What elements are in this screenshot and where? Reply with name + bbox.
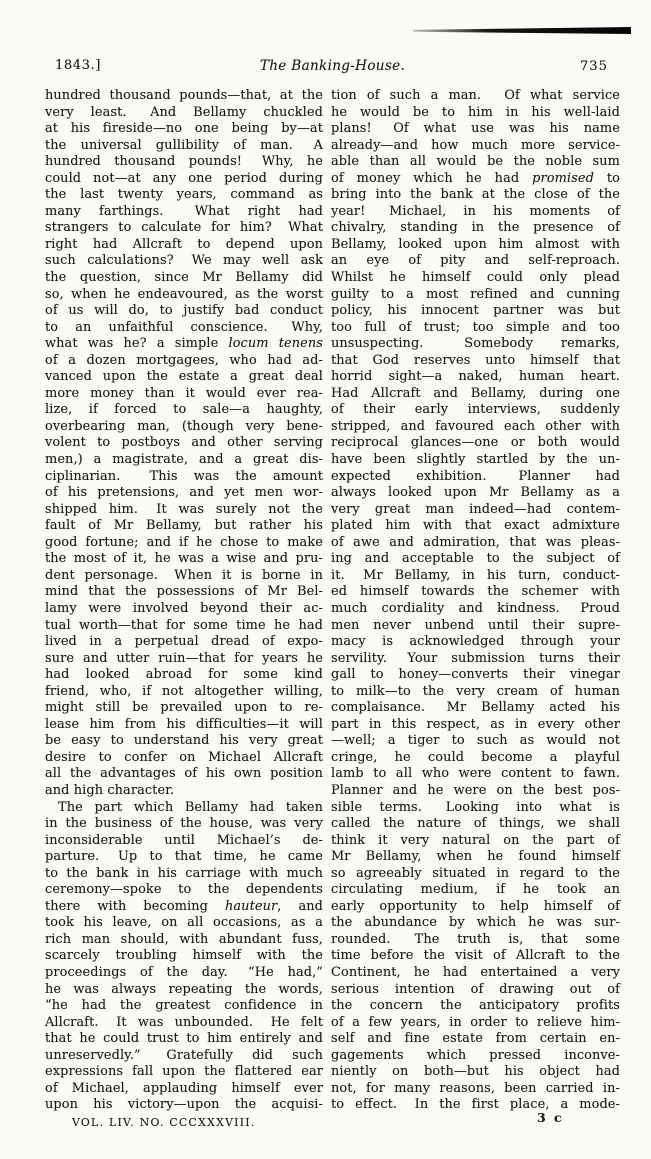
text-line: servility. Your submission turns their xyxy=(331,650,620,666)
text-line: had looked abroad for some kind xyxy=(45,667,323,683)
text-line: might still be prevailed upon to re- xyxy=(45,700,323,716)
text-line: to the bank in his carriage with much xyxy=(45,865,323,881)
column-left xyxy=(45,88,323,1114)
text-line: what was he? a simple locum tenens xyxy=(45,336,323,352)
text-line: year! Michael, in his moments of xyxy=(331,203,620,219)
text-line: of a dozen mortgagees, who had ad- xyxy=(45,352,323,368)
text-line: too full of trust; too simple and too xyxy=(331,319,620,335)
text-line: much cordiality and kindness. Proud xyxy=(331,600,620,616)
text-line: Whilst he himself could only plead xyxy=(331,270,620,286)
text-line: lamb to all who were content to fawn. xyxy=(331,766,620,782)
text-line: always looked upon Mr Bellamy as a xyxy=(331,485,620,501)
text-line: good fortune; and if he chose to make xyxy=(45,534,323,550)
text-line: Bellamy, looked upon him almost with xyxy=(331,236,620,252)
text-line: able than all would be the noble sum xyxy=(331,154,620,170)
text-line: of a few years, in order to relieve him- xyxy=(331,1014,620,1030)
text-line: very least. And Bellamy chuckled xyxy=(45,104,323,120)
text-line: strangers to calculate for him? What xyxy=(45,220,323,236)
text-line: sure and utter ruin—that for years he xyxy=(45,650,323,666)
text-line: it. Mr Bellamy, in his turn, conduct- xyxy=(331,567,620,583)
text-line: the universal gullibility of man. A xyxy=(45,137,323,153)
text-line: desire to confer on Michael Allcraft xyxy=(45,749,323,765)
text-line: serious intention of drawing out of xyxy=(331,981,620,997)
text-line: lived in a perpetual dread of expo- xyxy=(45,634,323,650)
text-line: more money than it would ever rea- xyxy=(45,385,323,401)
text-line: be easy to understand his very great xyxy=(45,733,323,749)
text-line: plated him with that exact admixture xyxy=(331,518,620,534)
text-line: Planner and he were on the best pos- xyxy=(331,782,620,798)
text-line: time before the visit of Allcraft to the xyxy=(331,948,620,964)
text-line: to effect. In the first place, a mode- xyxy=(331,1097,620,1113)
text-line: expected exhibition. Planner had xyxy=(331,468,620,484)
text-line: scarcely troubling himself with the xyxy=(45,948,323,964)
text-line: there with becoming hauteur, and xyxy=(45,898,323,914)
text-line: Mr Bellamy, when he found himself xyxy=(331,849,620,865)
column-right xyxy=(331,88,620,1114)
text-line: to an unfaithful conscience. Why, xyxy=(45,319,323,335)
text-line: of their early interviews, suddenly xyxy=(331,402,620,418)
text-line: early opportunity to help himself of xyxy=(331,898,620,914)
text-line: ciplinarian. This was the amount xyxy=(45,468,323,484)
text-line: and high character. xyxy=(45,782,175,798)
text-line: niently on both—but his object had xyxy=(331,1064,620,1080)
text-line: fault of Mr Bellamy, but rather his xyxy=(45,518,323,534)
text-line: ing and acceptable to the subject of xyxy=(331,551,620,567)
text-line: proceedings of the day. “He had,” xyxy=(45,964,323,980)
text-line: all the advantages of his own position xyxy=(45,766,323,782)
text-line: right had Allcraft to depend upon xyxy=(45,236,323,252)
text-line: upon his victory—upon the acquisi- xyxy=(45,1097,323,1113)
signature-mark: 3 c xyxy=(537,1110,564,1125)
text-line: Continent, he had entertained a very xyxy=(331,964,620,980)
text-line: the last twenty years, command as xyxy=(45,187,323,203)
text-line: circulating medium, if he took an xyxy=(331,882,620,898)
text-line: the concern the anticipatory profits xyxy=(331,998,620,1014)
text-line: dent personage. When it is borne in xyxy=(45,567,323,583)
text-line: not, for many reasons, been carried in- xyxy=(331,1080,620,1096)
text-line: could not—at any one period during xyxy=(45,170,323,186)
text-line: chivalry, standing in the presence of xyxy=(331,220,620,236)
text-line: of money which he had promised to xyxy=(331,170,620,186)
text-line: volent to postboys and other serving xyxy=(45,435,323,451)
text-line: men never unbend until their supre- xyxy=(331,617,620,633)
text-line: Allcraft. It was unbounded. He felt xyxy=(45,1014,323,1030)
text-line: men,) a magistrate, and a great dis- xyxy=(45,452,323,468)
text-line: ceremony—spoke to the dependents xyxy=(45,882,323,898)
text-line: that he could trust to him entirely and xyxy=(45,1031,323,1047)
text-line: friend, who, if not altogether willing, xyxy=(45,683,323,699)
text-line: horrid sight—a naked, human heart. xyxy=(331,369,620,385)
text-line: called the nature of things, we shall xyxy=(331,816,620,832)
text-line: guilty to a most refined and cunning xyxy=(331,286,620,302)
text-line: sible terms. Looking into what is xyxy=(331,799,620,815)
text-line: cringe, he could become a playful xyxy=(331,749,620,765)
text-line: he was always repeating the words, xyxy=(45,981,323,997)
text-line: the most of it, he was a wise and pru- xyxy=(45,551,323,567)
text-line: vanced upon the estate a great deal xyxy=(45,369,323,385)
text-line: to milk—to the very cream of human xyxy=(331,683,620,699)
text-line: of Michael, applauding himself ever xyxy=(45,1080,323,1096)
text-line: shipped him. It was surely not the xyxy=(45,501,323,517)
scan-artifact-line xyxy=(413,27,631,34)
text-line: overbearing man, (though very bene- xyxy=(45,418,323,434)
text-line: lize, if forced to sale—a haughty, xyxy=(45,402,323,418)
text-line: gall to honey—converts their vinegar xyxy=(331,667,620,683)
text-line: mind that the possessions of Mr Bel- xyxy=(45,584,323,600)
text-line: tion of such a man. Of what service xyxy=(331,88,620,103)
text-line: complaisance. Mr Bellamy acted his xyxy=(331,700,620,716)
text-line: lease him from his difficulties—it will xyxy=(45,716,323,732)
text-line: took his leave, on all occasions, as a xyxy=(45,915,323,931)
text-line: such calculations? We may well ask xyxy=(45,253,323,269)
text-line: reciprocal glances—one or both would xyxy=(331,435,620,451)
text-line: of his pretensions, and yet men wor- xyxy=(45,485,323,501)
text-line: many farthings. What right had xyxy=(45,203,323,219)
text-line: stripped, and favoured each other with xyxy=(331,418,620,434)
text-line: tual worth—that for some time he had xyxy=(45,617,323,633)
text-line: of awe and admiration, that was pleas- xyxy=(331,534,620,550)
text-line: policy, his innocent partner was but xyxy=(331,303,620,319)
text-line: so agreeably situated in regard to the xyxy=(331,865,620,881)
text-line: think it very natural on the part of xyxy=(331,832,620,848)
text-line: so, when he endeavoured, as the worst xyxy=(45,286,323,302)
text-line: macy is acknowledged through your xyxy=(331,634,620,650)
text-line: part in this respect, as in every other xyxy=(331,716,620,732)
text-line: that God reserves unto himself that xyxy=(331,352,620,368)
text-line: bring into the bank at the close of the xyxy=(331,187,620,203)
text-line: at his fireside—no one being by—at xyxy=(45,121,323,137)
page-header xyxy=(45,58,620,78)
volume-line: VOL. LIV. NO. CCCXXXVIII. xyxy=(72,1116,256,1129)
text-line: of us will do, to justify bad conduct xyxy=(45,303,323,319)
text-line: the question, since Mr Bellamy did xyxy=(45,270,323,286)
text-line: he would be to him in his well-laid xyxy=(331,104,620,120)
text-line: self and fine estate from certain en- xyxy=(331,1031,620,1047)
header-year: 1843.] xyxy=(55,58,101,73)
text-line: have been slightly startled by the un- xyxy=(331,452,620,468)
text-line: gagements which pressed inconve- xyxy=(331,1047,620,1063)
text-line: Had Allcraft and Bellamy, during one xyxy=(331,385,620,401)
text-line: hundred thousand pounds—that, at the xyxy=(45,88,323,103)
text-line: inconsiderable until Michael’s de- xyxy=(45,832,323,848)
text-line: unreservedly.” Gratefully did such xyxy=(45,1047,323,1063)
text-line: ed himself towards the schemer with xyxy=(331,584,620,600)
text-line: rounded. The truth is, that some xyxy=(331,931,620,947)
text-line: plans! Of what use was his name xyxy=(331,121,620,137)
header-page-number: 735 xyxy=(579,59,608,74)
text-line: hundred thousand pounds! Why, he xyxy=(45,154,323,170)
text-line: an eye of pity and self-reproach. xyxy=(331,253,620,269)
text-line: The part which Bellamy had taken xyxy=(58,799,323,815)
text-line: already—and how much more service- xyxy=(331,137,620,153)
text-line: in the business of the house, was very xyxy=(45,816,323,832)
text-line: expressions fall upon the flattered ear xyxy=(45,1064,323,1080)
text-line: parture. Up to that time, he came xyxy=(45,849,323,865)
text-line: —well; a tiger to such as would not xyxy=(331,733,620,749)
text-line: very great man indeed—had contem- xyxy=(331,501,620,517)
page-title: The Banking-House. xyxy=(259,58,406,74)
text-line: rich man should, with abundant fuss, xyxy=(45,931,323,947)
text-line: lamy were involved beyond their ac- xyxy=(45,600,323,616)
text-line: unsuspecting. Somebody remarks, xyxy=(331,336,620,352)
text-line: “he had the greatest confidence in xyxy=(45,998,323,1014)
text-line: the abundance by which he was sur- xyxy=(331,915,620,931)
